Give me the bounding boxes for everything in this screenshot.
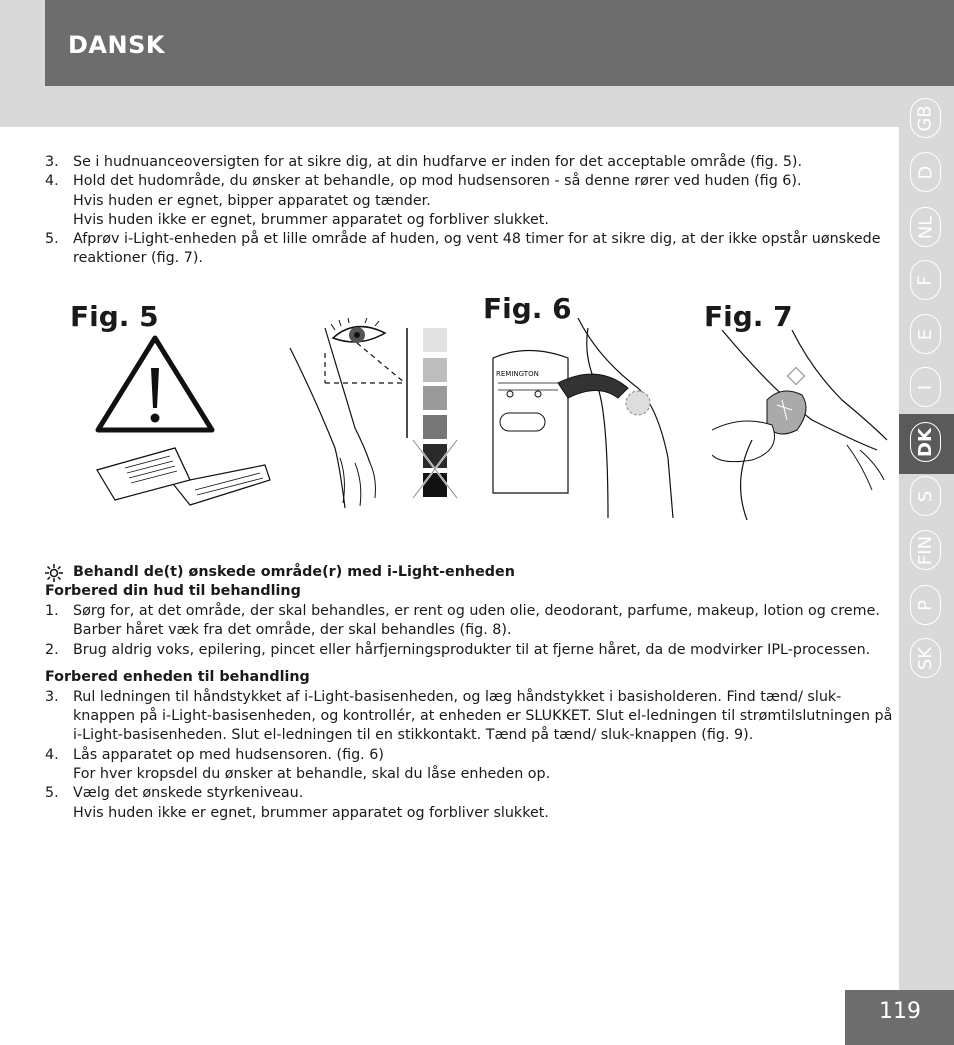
lang-tab-sk[interactable]: SK [910, 638, 941, 678]
list-item: 3. Rul ledningen til håndstykket af i-Light-basisenheden, og læg håndstykket i basisholderen. Find tænd/ sluk-knappen på i-Light-basisenheden, og kontrollér, at enheden er SLUKKET. Slut el-ledningen til strømtilslutningen på i-Light-basisenheden. Slut el-ledningen til en stikkontakt. Tænd på tænd/ sluk-knappen (fig. 9). [45, 688, 893, 744]
list-item: 5. Afprøv i-Light-enheden på et lille område af huden, og vent 48 timer for at sikre dig, at der ikke opstår uønskede reaktioner (fig. 7). [45, 231, 881, 267]
lang-tab-s[interactable]: S [910, 476, 941, 516]
device-skin-sensor-illustration [488, 318, 678, 518]
subheading-device: Forbered enheden til behandling [45, 669, 310, 686]
skin-tone-chart-illustration [285, 318, 465, 518]
device-test-illustration [712, 330, 892, 520]
device-brand: REMINGTON [496, 370, 539, 378]
section-block [45, 563, 895, 823]
lang-tab-f[interactable]: F [910, 260, 941, 300]
list-item: 2. Brug aldrig voks, epilering, pincet eller hårfjerningsprodukter til at fjerne håret, da de modvirker IPL-processen. [45, 642, 871, 659]
list-item: 1. Sørg for, at det område, der skal behandles, er rent og uden olie, deodorant, parfume, makeup, lotion og creme. Barber håret væk fra det område, der skal behandles (fig. 8). [45, 602, 880, 638]
lang-tab-d[interactable]: D [910, 152, 941, 192]
warning-manual-illustration [95, 330, 280, 515]
subheading-skin: Forbered din hud til behandling [45, 583, 301, 600]
list-item: 5. Vælg det ønskede styrkeniveau. Hvis huden ikke er egnet, brummer apparatet og forbliver slukket. [45, 785, 549, 821]
lang-tab-dk[interactable]: DK [910, 422, 941, 462]
lang-tab-e[interactable]: E [910, 314, 941, 354]
sun-icon [45, 564, 63, 582]
page-title: DANSK [68, 31, 165, 59]
lang-tab-nl[interactable]: NL [910, 207, 941, 247]
lang-tab-i[interactable]: I [910, 367, 941, 407]
list-item: 3. Se i hudnuanceoversigten for at sikre dig, at din hudfarve er inden for det acceptable område (fig. 5). [45, 154, 803, 170]
list-item: 4. Lås apparatet op med hudsensoren. (fig. 6) For hver kropsdel du ønsker at behandle, skal du låse enheden op. [45, 746, 551, 782]
lang-tab-active [899, 414, 954, 474]
list-item: 4. Hold det hudområde, du ønsker at behandle, op mod hudsensoren - så denne rører ved huden (fig 6). Hvis huden er egnet, bipper apparatet og tænder. Hvis huden ikke er egnet, brummer apparatet og forbliver slukket. [45, 173, 802, 228]
fig7-label: Fig. 7 [704, 300, 793, 333]
page-number: 119 [879, 999, 921, 1024]
header-bar [45, 0, 954, 86]
instructions-top [45, 153, 895, 269]
lang-tab-gb[interactable]: GB [910, 98, 941, 138]
section-heading: Behandl de(t) ønskede område(r) med i-Light-enheden [45, 563, 895, 582]
page-number-box [845, 990, 954, 1045]
fig5-label: Fig. 5 [70, 300, 159, 333]
lang-tab-fin[interactable]: FIN [910, 530, 941, 570]
fig6-label: Fig. 6 [483, 292, 572, 325]
lang-tab-p[interactable]: P [910, 585, 941, 625]
